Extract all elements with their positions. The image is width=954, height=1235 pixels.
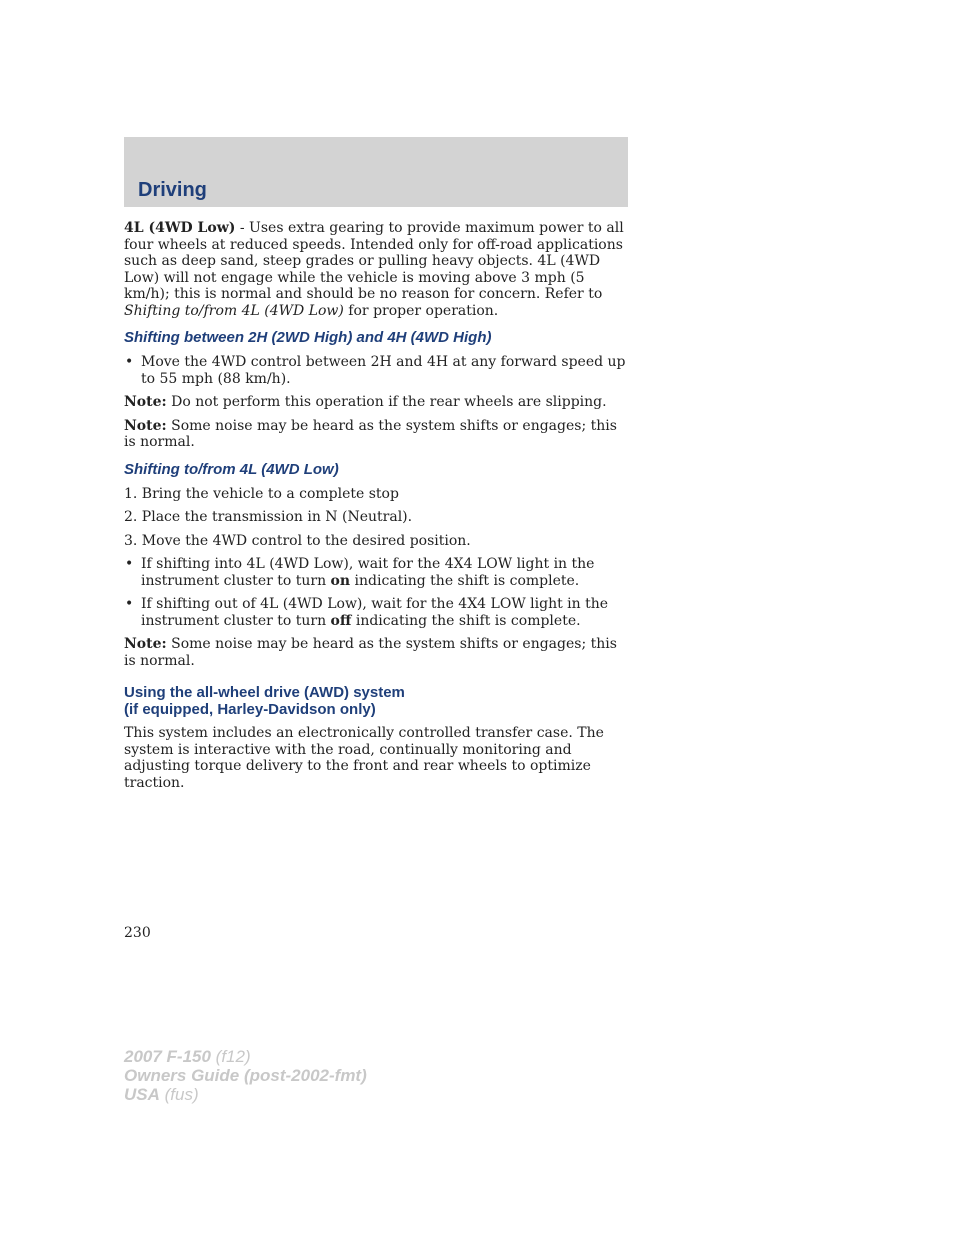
note-text: Do not perform this operation if the rear wheels are slipping. [166,394,607,410]
note-paragraph [124,418,630,451]
footer-line: Owners Guide (post-2002-fmt) [124,1066,367,1085]
awd-paragraph: This system includes an electronically controlled transfer case. The system is interactive with the road, continually monitoring and adjusting torque delivery to the front and rear wheels to optimize traction. [124,725,604,791]
bullet-item [124,354,630,387]
intro-reference: Shifting to/from 4L (4WD Low) [124,302,344,319]
bullet-glyph: • [125,596,134,612]
page-number: 230 [124,925,151,941]
bullet-text: indicating the shift is complete. [351,612,581,629]
step-item: 1. Bring the vehicle to a complete stop [124,485,399,502]
document-footer [124,1047,367,1104]
section-header-bar [124,137,628,207]
bullet-text: If shifting out of 4L (4WD Low), wait for the 4X4 LOW light in the instrument cluster to turn [141,596,609,629]
note-text: Some noise may be heard as the system shifts or engages; this is normal. [124,636,617,669]
bullet-glyph: • [125,354,134,370]
heading-awd-system [124,684,630,718]
intro-text: - Uses extra gearing to provide maximum power to all four wheels at reduced speeds. Intended only for off-road applications such as deep sand, steep grades or pulling heavy objects. 4L (4WD Low) will not engage while the vehicle is moving above 3 mph (5 km/h); this is normal and should be no reason for concern. Refer to [124,220,624,302]
bullet-item [124,556,630,589]
bullet-text: Move the 4WD control between 2H and 4H at any forward speed up to 55 mph (88 km/h). [141,354,626,387]
note-label: Note: [124,636,167,652]
footer-code: (f12) [210,1047,251,1066]
note-paragraph [124,394,630,411]
footer-line [124,1085,367,1104]
note-label: Note: [124,394,167,410]
heading-line: (if equipped, Harley-Davidson only) [124,701,376,718]
step-item: 3. Move the 4WD control to the desired position. [124,532,471,549]
bullet-bold: on [330,572,351,589]
intro-paragraph [124,220,630,319]
bullet-bold: off [330,612,352,629]
page-content [124,220,630,798]
bullet-text: indicating the shift is complete. [350,572,580,589]
note-paragraph [124,636,630,669]
heading-shifting-2h-4h: Shifting between 2H (2WD High) and 4H (4WD High) [124,329,492,346]
heading-shifting-4l: Shifting to/from 4L (4WD Low) [124,460,339,478]
intro-tail: for proper operation. [343,302,499,319]
footer-market: USA [124,1085,160,1104]
heading-line: Using the all-wheel drive (AWD) system [124,684,405,701]
note-label: Note: [124,417,167,434]
bullet-item [124,596,630,629]
bullet-glyph: • [125,556,134,572]
bullet-text: If shifting into 4L (4WD Low), wait for the 4X4 LOW light in the instrument cluster to turn [141,556,595,589]
section-title: Driving [138,179,207,201]
footer-line [124,1047,367,1066]
note-text: Some noise may be heard as the system shifts or engages; this is normal. [124,417,617,450]
footer-model: 2007 F-150 [124,1047,211,1066]
intro-lead: 4L (4WD Low) [124,220,236,236]
step-item: 2. Place the transmission in N (Neutral). [124,509,413,525]
footer-code: (fus) [159,1085,199,1104]
